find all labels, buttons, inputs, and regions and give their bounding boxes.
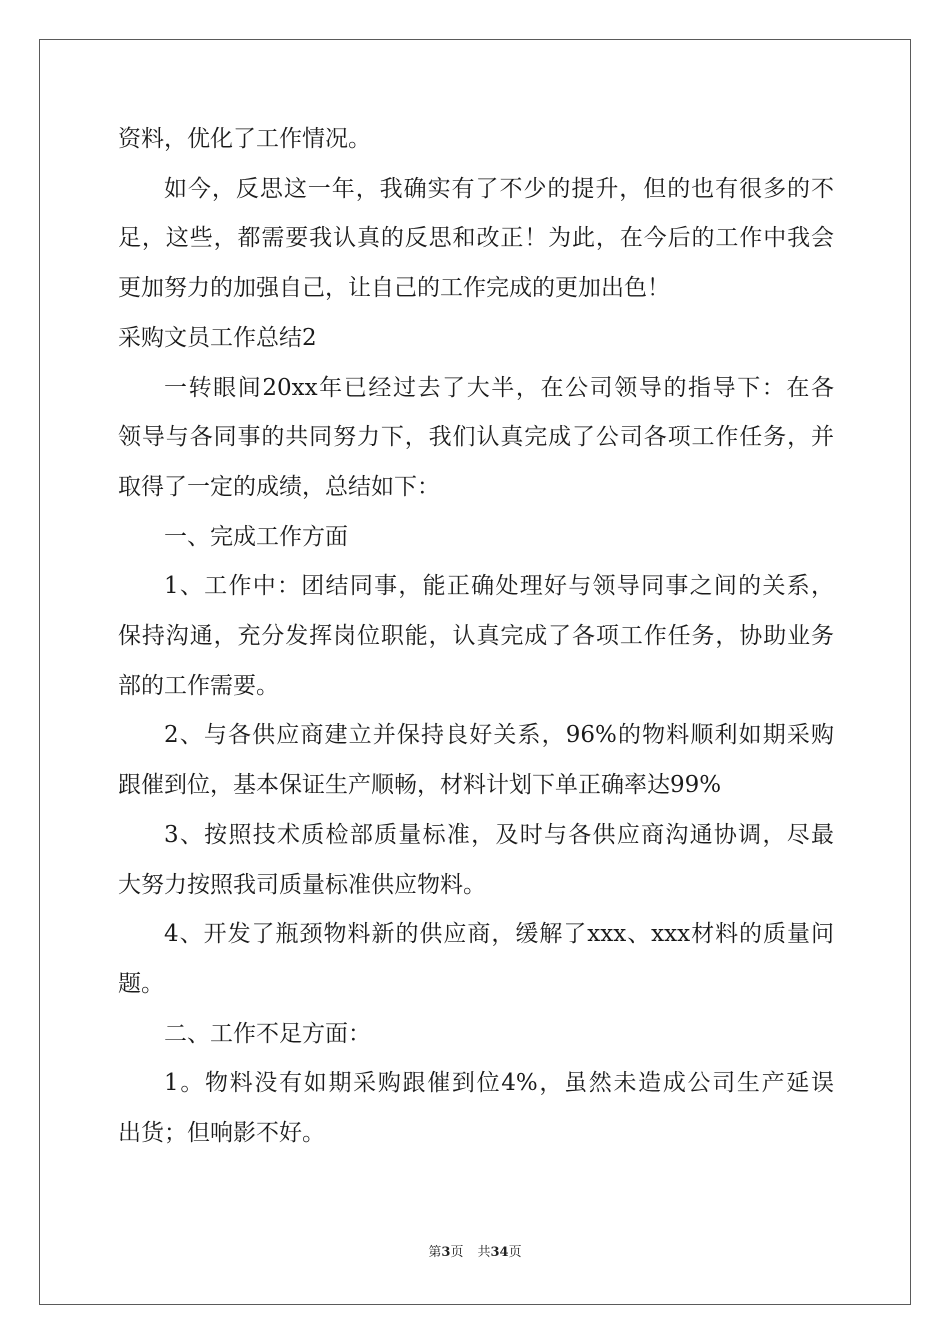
text-line: 部的工作需要。 xyxy=(118,672,279,699)
text-line: 采购文员工作总结2 xyxy=(118,324,317,351)
text-line: 足，这些，都需要我认真的反思和改正！为此，在今后的工作中我会 xyxy=(118,225,834,252)
text-line: 1、工作中：团结同事，能正确处理好与领导同事之间的关系， xyxy=(164,573,834,600)
page-suffix: 页 xyxy=(450,1245,464,1260)
total-suffix: 页 xyxy=(508,1245,522,1260)
text-line: 出货；但响影不好。 xyxy=(118,1120,325,1146)
page-footer xyxy=(0,1244,950,1262)
text-line: 一、完成工作方面 xyxy=(164,523,348,550)
text-line: 3、按照技术质检部质量标准，及时与各供应商沟通协调，尽最 xyxy=(164,821,834,848)
text-line: 取得了一定的成绩，总结如下： xyxy=(118,473,440,500)
text-line: 4、开发了瓶颈物料新的供应商，缓解了xxx、xxx材料的质量问 xyxy=(164,921,834,948)
text-line: 跟催到位，基本保证生产顺畅，材料计划下单正确率达99% xyxy=(118,772,722,799)
text-line: 大努力按照我司质量标准供应物料。 xyxy=(118,871,486,898)
text-line: 一转眼间20xx年已经过去了大半，在公司领导的指导下：在各 xyxy=(164,374,834,401)
total-prefix: 共 xyxy=(477,1245,491,1260)
text-line: 题。 xyxy=(118,970,164,997)
text-line: 如今，反思这一年，我确实有了不少的提升，但的也有很多的不 xyxy=(164,175,834,202)
text-line: 领导与各同事的共同努力下，我们认真完成了公司各项工作任务，并 xyxy=(118,424,834,451)
page-prefix: 第 xyxy=(428,1245,442,1260)
text-line: 更加努力的加强自己，让自己的工作完成的更加出色！ xyxy=(118,275,670,302)
text-line: 保持沟通，充分发挥岗位职能，认真完成了各项工作任务，协助业务 xyxy=(118,623,834,649)
text-line: 2、与各供应商建立并保持良好关系，96%的物料顺利如期采购 xyxy=(164,722,834,749)
text-line: 资料，优化了工作情况。 xyxy=(118,126,371,152)
text-line: 二、工作不足方面： xyxy=(164,1020,371,1047)
text-line: 1。物料没有如期采购跟催到位4%，虽然未造成公司生产延误 xyxy=(164,1070,834,1097)
page-number: 3 xyxy=(441,1245,451,1260)
total-pages: 34 xyxy=(490,1245,509,1260)
